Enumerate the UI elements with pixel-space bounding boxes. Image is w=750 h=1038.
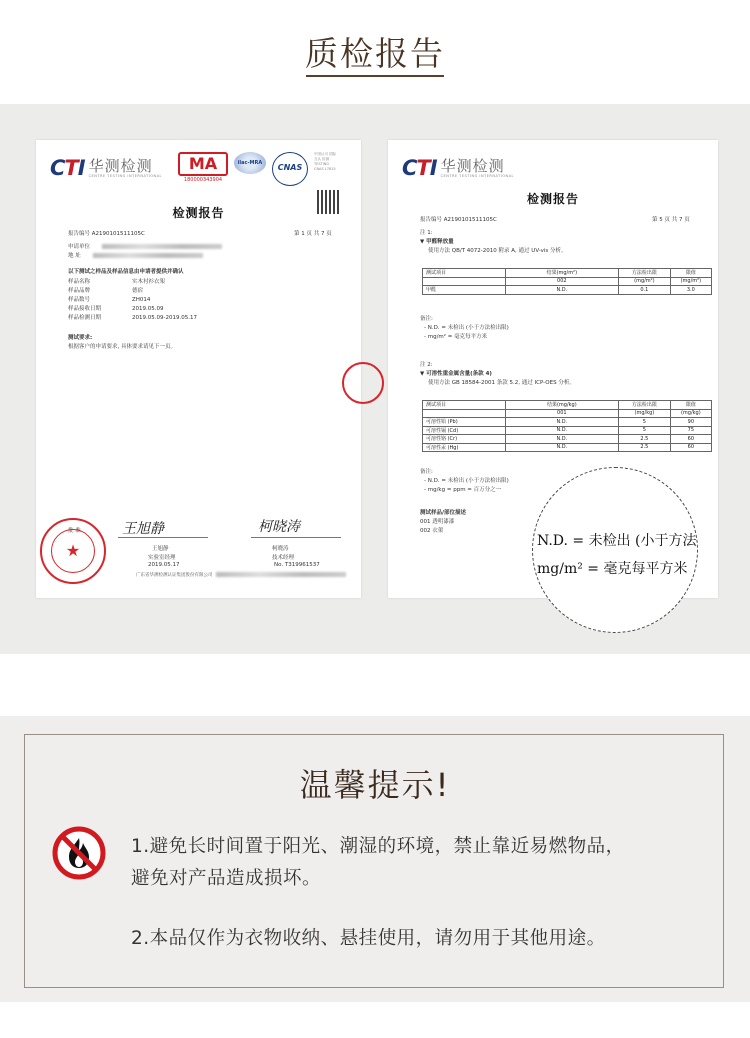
cti-logo	[50, 156, 162, 180]
table-cell: 75	[670, 426, 711, 435]
cti-logo-cn: 华测检测	[440, 156, 505, 175]
reviewer-name: 柯晓涛	[272, 546, 289, 552]
field-row	[68, 304, 164, 312]
table-cell: 可溶性铬 (Cr)	[423, 435, 506, 444]
table-cell: (mg/m²)	[619, 277, 671, 286]
magnifier-callout	[532, 467, 698, 633]
table-cell: (mg/kg)	[619, 409, 671, 418]
approval-date: 2019.05.17	[148, 562, 180, 568]
address-label: 地 址	[68, 253, 81, 259]
table-cell: 可溶性汞 (Hg)	[423, 443, 506, 452]
approver-name: 王旭静	[152, 546, 169, 552]
table-cell: N.D.	[505, 435, 619, 444]
table-header: 结果(mg/kg)	[505, 401, 619, 410]
field-row	[68, 295, 150, 303]
heavy-metals-table	[422, 400, 712, 452]
cti-logo-sub: CENTRE TESTING INTERNATIONAL	[88, 173, 162, 178]
approver-role: 实验室经理	[148, 555, 176, 561]
field-row	[68, 286, 143, 294]
sample-item: 002 衣架	[420, 528, 444, 534]
tip-1-line-2: 避免对产品造成损坏。	[131, 868, 322, 889]
field-label: 样品检测日期	[68, 315, 102, 321]
certification-logos	[178, 152, 338, 190]
title-underline	[306, 75, 444, 77]
reviewer-number: No. T319961537	[274, 562, 320, 568]
official-seal	[40, 518, 106, 584]
no-fire-icon	[52, 826, 106, 880]
remark-line: - mg/m² = 毫克每平方米	[424, 334, 488, 340]
table-cell: 2.5	[619, 435, 671, 444]
test-requirement: 根据客户的申请要求, 具体要求请见下一页。	[68, 344, 176, 350]
notice-title: 温馨提示!	[299, 766, 451, 804]
report-cover-page	[36, 140, 361, 598]
cma-number: 180000343904	[183, 177, 223, 183]
table-cell: 3.0	[670, 286, 711, 295]
table-cell: 可溶性铅 (Pb)	[423, 418, 506, 427]
report-number: 报告编号 A2190101511105C	[68, 231, 145, 237]
table-unit-row	[423, 277, 712, 286]
table-cell: 甲醛	[423, 286, 506, 295]
seal-star-icon: ★	[65, 541, 81, 560]
table-cell: N.D.	[505, 418, 619, 427]
table-header: 限值	[670, 269, 711, 278]
applicant-row	[68, 242, 222, 250]
remark-line: - N.D. = 未检出 (小于方法检出限)	[424, 325, 509, 331]
cti-logo-mark: CTI	[402, 156, 437, 180]
cti-logo-cn: 华测检测	[88, 156, 153, 175]
field-label: 样品名称	[68, 279, 91, 285]
tip-2: 2.本品仅作为衣物收纳、悬挂使用，请勿用于其他用途。	[131, 928, 606, 949]
table-cell: 2.5	[619, 443, 671, 452]
table-cell	[423, 277, 506, 286]
footer-company: 广东省华测检测认证集团股份有限公司	[136, 573, 213, 578]
zoom-line-unit: mg/m² = 毫克每平方米	[537, 561, 688, 577]
cti-logo	[402, 156, 514, 180]
table-cell: 60	[670, 443, 711, 452]
method-text: 使用方法 GB 18584-2001 条款 5.2, 通过 ICP-OES 分析。	[428, 380, 575, 386]
applicant-label: 申请单位	[68, 244, 91, 250]
report-title: 检测报告	[172, 206, 225, 220]
table-cell	[423, 409, 506, 418]
reviewer-role: 技术经理	[272, 555, 295, 561]
page-title: 质检报告	[305, 34, 445, 73]
approval-label: 批 准	[68, 528, 81, 534]
table-header: 限值	[670, 401, 711, 410]
test-requirement-label: 测试要求:	[68, 335, 93, 341]
cti-logo-mark: CTI	[50, 156, 85, 180]
table-cell: 90	[670, 418, 711, 427]
table-header: 测试项目	[423, 269, 506, 278]
section-heavy-metals: ▼ 可溶性重金属含量(条款 4)	[420, 371, 492, 377]
table-unit-row	[423, 409, 712, 418]
remark-line: - N.D. = 未检出 (小于方法检出限)	[424, 478, 509, 484]
table-cell: 5	[619, 418, 671, 427]
table-cell: (mg/m²)	[670, 277, 711, 286]
redacted-footer	[216, 572, 346, 577]
field-value: ZH014	[132, 297, 151, 303]
remark-label: 备注:	[420, 316, 433, 322]
table-cell: 0.1	[619, 286, 671, 295]
table-cell: 60	[670, 435, 711, 444]
field-value: 实木衬衫衣架	[132, 279, 166, 285]
cnas-caption: 中国认可 国际互认 检测 TESTING CNAS L7815	[314, 152, 337, 171]
signature-right: 柯晓涛	[258, 519, 300, 535]
table-row	[423, 443, 712, 452]
table-cell: N.D.	[505, 443, 619, 452]
field-row	[68, 313, 197, 321]
table-row	[423, 418, 712, 427]
table-header-row	[423, 401, 712, 410]
table-header: 方法检出限	[619, 401, 671, 410]
field-label: 样品数号	[68, 297, 91, 303]
cma-logo	[178, 152, 228, 190]
report-title: 检测报告	[526, 192, 579, 206]
remark-line: - mg/kg = ppm = 百万分之一	[424, 487, 502, 493]
table-row	[423, 426, 712, 435]
redacted-applicant	[102, 244, 222, 249]
address-row	[68, 251, 203, 259]
cnas-logo: CNAS	[272, 152, 308, 186]
intro-text: 以下测试之样品及样品信息由申请者提供并确认	[68, 269, 184, 275]
field-row	[68, 277, 165, 285]
table-header: 测试项目	[423, 401, 506, 410]
partial-seal	[342, 362, 384, 404]
note-label: 注 1:	[420, 230, 433, 236]
table-cell: N.D.	[505, 286, 619, 295]
formaldehyde-table	[422, 268, 712, 295]
table-cell: 可溶性镉 (Cd)	[423, 426, 506, 435]
section-formaldehyde: ▼ 甲醛释放量	[420, 239, 454, 245]
field-value: 2019.05.09	[132, 306, 164, 312]
table-cell: (mg/kg)	[670, 409, 711, 418]
signature-line	[251, 537, 341, 538]
page-info: 第 5 页 共 7 页	[652, 217, 690, 223]
field-label: 样品品牌	[68, 288, 91, 294]
note-label: 注 2:	[420, 362, 433, 368]
method-text: 使用方法 QB/T 4072-2010 附录 A, 通过 UV-vis 分析。	[428, 248, 567, 254]
tip-1-line-1: 1.避免长时间置于阳光、潮湿的环境，禁止靠近易燃物品，	[131, 836, 625, 857]
sample-item: 001 透明漆漆	[420, 519, 455, 525]
field-value: 2019.05.09-2019.05.17	[132, 315, 197, 321]
redacted-address	[93, 253, 203, 258]
table-cell: 001	[505, 409, 619, 418]
table-header-row	[423, 269, 712, 278]
field-label: 样品接收日期	[68, 306, 102, 312]
field-value: 德宿	[132, 288, 144, 294]
table-header: 结果(mg/m²)	[505, 269, 619, 278]
ilac-mra-logo: ilac-MRA	[234, 152, 266, 174]
table-cell: 5	[619, 426, 671, 435]
page-header	[0, 0, 750, 104]
report-number: 报告编号 A2190101511105C	[420, 217, 497, 223]
signature-left: 王旭静	[122, 521, 164, 537]
table-row	[423, 435, 712, 444]
page-info: 第 1 页 共 7 页	[294, 231, 332, 237]
cma-mark: MA	[178, 152, 228, 176]
table-row	[423, 286, 712, 295]
remark-label: 备注:	[420, 469, 433, 475]
table-cell: N.D.	[505, 426, 619, 435]
signature-line	[118, 537, 208, 538]
cti-logo-sub: CENTRE TESTING INTERNATIONAL	[440, 173, 514, 178]
table-cell: 002	[505, 277, 619, 286]
samples-label: 测试样品/部位描述	[420, 510, 467, 516]
zoom-line-nd: N.D. = 未检出 (小于方法	[537, 533, 697, 549]
table-header: 方法检出限	[619, 269, 671, 278]
